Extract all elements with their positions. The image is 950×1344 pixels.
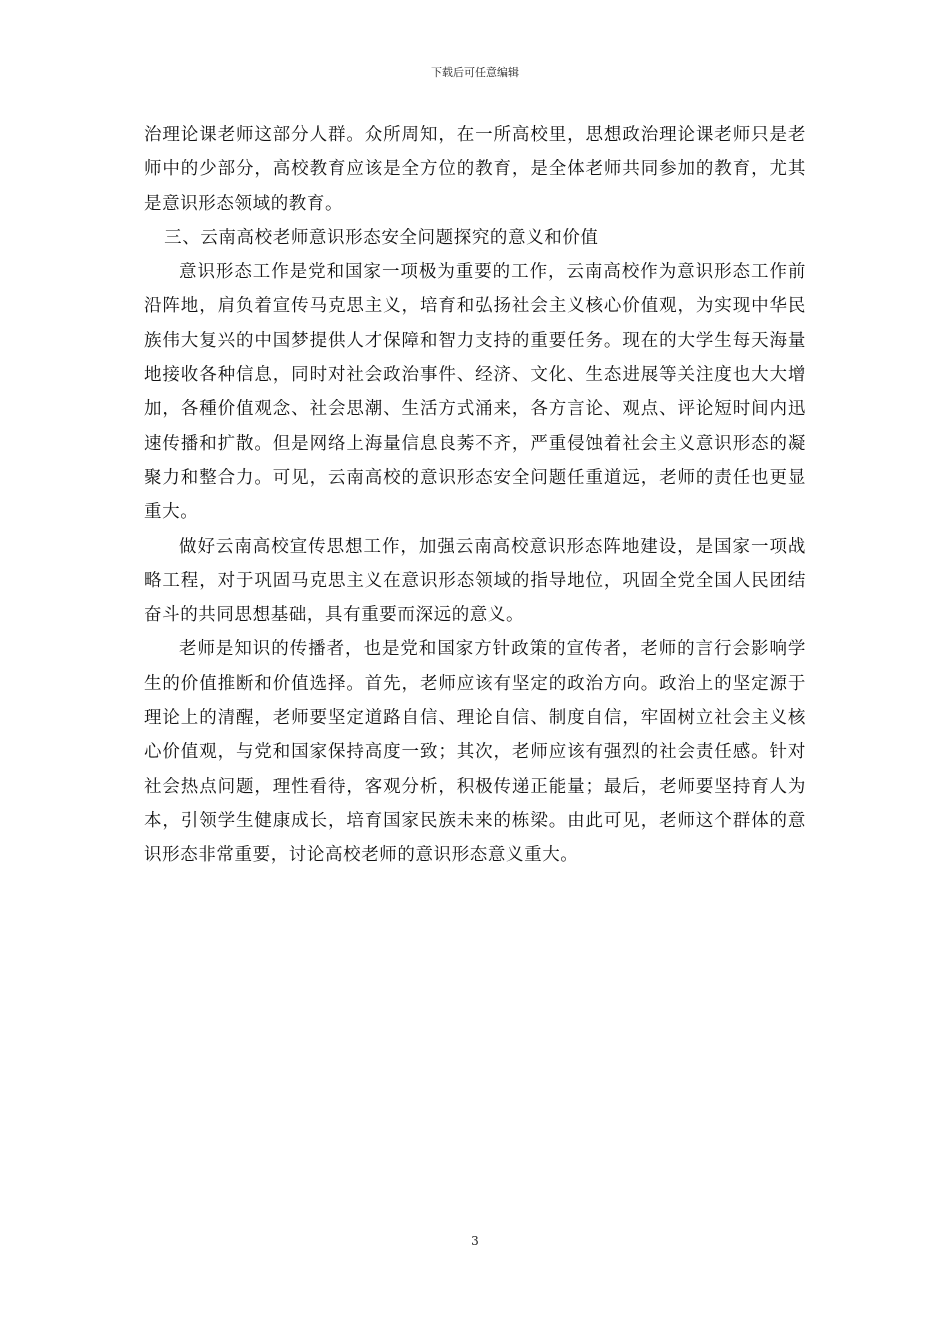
paragraph-teachers: 老师是知识的传播者，也是党和国家方针政策的宣传者，老师的言行会影响学生的价值推断和价值选择。首先，老师应该有坚定的政治方向。政治上的坚定源于理论上的清醒，老师要坚定道路自信、理论自信、制度自信，牢固树立社会主义核心价值观，与党和国家保持高度一致；其次，老师应该有强烈的社会责任感。针对社会热点问题，理性看待，客观分析，积极传递正能量；最后，老师要坚持育人为本，引领学生健康成长，培育国家民族未来的栋梁。由此可见，老师这个群体的意识形态非常重要，讨论高校老师的意识形态意义重大。 [144, 639, 806, 866]
paragraph-continued: 治理论课老师这部分人群。众所周知，在一所高校里，思想政治理论课老师只是老师中的少部分，高校教育应该是全方位的教育，是全体老师共同参加的教育，尤其是意识形态领域的教育。 [144, 125, 806, 214]
page-header: 下载后可任意编辑 [431, 66, 519, 79]
page-number: 3 [471, 1234, 479, 1248]
document-body [144, 118, 806, 873]
paragraph-strategy: 做好云南高校宣传思想工作，加强云南高校意识形态阵地建设，是国家一项战略工程，对于巩固马克思主义在意识形态领域的指导地位，巩固全党全国人民团结奋斗的共同思想基础，具有重要而深远的意义。 [144, 536, 806, 626]
section-heading: 三、云南高校老师意识形态安全问题探究的意义和价值 [164, 227, 599, 248]
paragraph-significance: 意识形态工作是党和国家一项极为重要的工作，云南高校作为意识形态工作前沿阵地，肩负着宣传马克思主义，培育和弘扬社会主义核心价值观，为实现中华民族伟大复兴的中国梦提供人才保障和智力支持的重要任务。现在的大学生每天海量地接收各种信息，同时对社会政治事件、经济、文化、生态进展等关注度也大大增加，各種价值观念、社会思潮、生活方式涌来，各方言论、观点、评论短时间内迅速传播和扩散。但是网络上海量信息良莠不齐，严重侵蚀着社会主义意识形态的凝聚力和整合力。可见，云南高校的意识形态安全问题任重道远，老师的责任也更显重大。 [144, 262, 806, 523]
